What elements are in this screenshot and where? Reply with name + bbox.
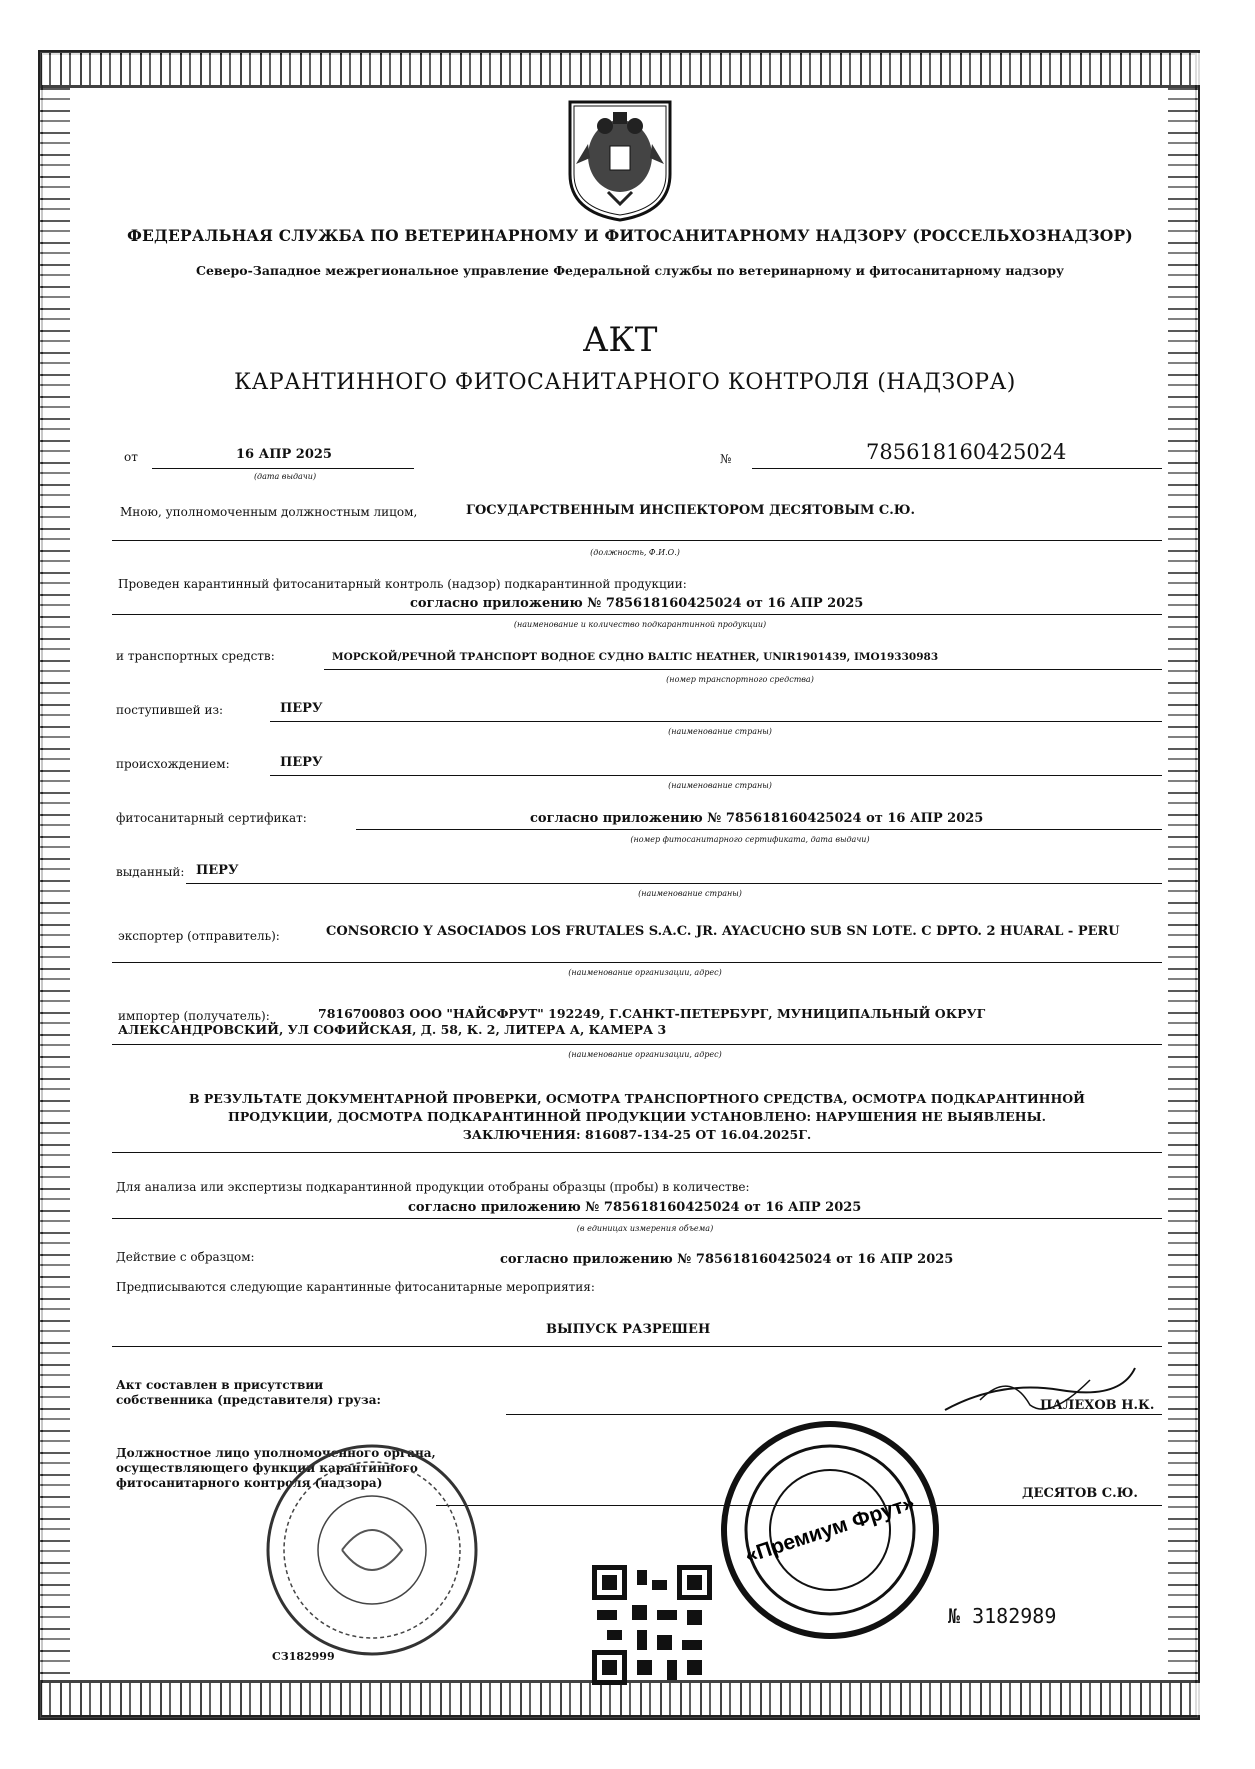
inspector-hint: (должность, Ф.И.О.) [590,548,680,557]
exporter-value: CONSORCIO Y ASOCIADOS LOS FRUTALES S.A.C. JR. AYACUCHO SUB SN LOTE. C DPTO. 2 HUARAL - PERU [326,924,1120,939]
number-label: № [720,452,732,466]
result-line-1: В РЕЗУЛЬТАТЕ ДОКУМЕНТАРНОЙ ПРОВЕРКИ, ОСМОТРА ТРАНСПОРТНОГО СРЕДСТВА, ОСМОТРА ПОДКАРАНТИННОЙ [188,1091,1085,1106]
document-title: АКТ [582,320,658,360]
company-stamp [720,1420,940,1640]
control-value: согласно приложению № 785618160425024 от 16 АПР 2025 [410,596,864,611]
exporter-hint: (наименование организации, адрес) [568,968,722,977]
right-ornament [1168,88,1198,1680]
cert-hint: (номер фитосанитарного сертификата, дата выдачи) [630,835,870,844]
sample-action-label: Действие с образцом: [116,1250,255,1264]
origin-hint: (наименование страны) [668,781,772,790]
transport-label: и транспортных средств: [116,649,275,663]
result-block [112,1090,1162,1144]
inspector-value: ГОСУДАРСТВЕННЫМ ИНСПЕКТОРОМ ДЕСЯТОВЫМ С.Ю. [466,503,916,518]
owner-label [116,1378,381,1408]
origin-label: происхождением: [116,757,230,771]
from-hint: (наименование страны) [668,727,772,736]
form-code-small: СЗ182999 [272,1650,335,1663]
qr-code [592,1565,712,1685]
official-label-line-3: фитосанитарного контроля (надзора) [116,1476,383,1490]
origin-value: ПЕРУ [280,755,323,770]
left-ornament [40,88,70,1680]
department-title: Северо-Западное межрегиональное управление Федеральной службы по ветеринарному и фитосанитарному надзору [196,263,1064,278]
measures-value: ВЫПУСК РАЗРЕШЕН [546,1322,711,1337]
owner-label-line-1: Акт составлен в присутствии [116,1378,324,1392]
cert-value: согласно приложению № 785618160425024 от 16 АПР 2025 [530,811,984,826]
act-date: 16 АПР 2025 [236,447,332,462]
samples-label: Для анализа или экспертизы подкарантинной продукции отобраны образцы (пробы) в количестве: [116,1180,750,1194]
official-label-line-1: Должностное лицо уполномоченного органа, [116,1446,436,1460]
owner-name: ПАЛЕХОВ Н.К. [1040,1398,1155,1413]
agency-title: ФЕДЕРАЛЬНАЯ СЛУЖБА ПО ВЕТЕРИНАРНОМУ И ФИТОСАНИТАРНОМУ НАДЗОРУ (РОССЕЛЬХОЗНАДЗОР) [127,226,1133,245]
transport-hint: (номер транспортного средства) [666,675,814,684]
sample-action-value: согласно приложению № 785618160425024 от 16 АПР 2025 [500,1252,954,1267]
exporter-label: экспортер (отправитель): [118,929,280,943]
document-subtitle: КАРАНТИННОГО ФИТОСАНИТАРНОГО КОНТРОЛЯ (НАДЗОРА) [234,370,1016,395]
control-hint: (наименование и количество подкарантинной продукции) [513,620,767,629]
result-line-2: ПРОДУКЦИИ, ДОСМОТРА ПОДКАРАНТИННОЙ ПРОДУКЦИИ УСТАНОВЛЕНО: НАРУШЕНИЯ НЕ ВЫЯВЛЕНЫ. [228,1109,1046,1124]
act-number: 785618160425024 [866,440,1067,464]
importer-label: импортер (получатель): [118,1009,270,1023]
top-ornament [40,50,1200,88]
control-label: Проведен карантинный фитосанитарный контроль (надзор) подкарантинной продукции: [118,577,687,591]
official-seal-stamp [262,1440,482,1660]
form-number: № 3182989 [948,1604,1057,1628]
importer-value: 7816700803 ООО "НАЙСФРУТ" 192249, Г.САНКТ-ПЕТЕРБУРГ, МУНИЦИПАЛЬНЫЙ ОКРУГ АЛЕКСАНДРОВСКИЙ, УЛ СОФИЙСКАЯ, Д. 58, К. 2, ЛИТЕРА А, КАМЕРА 3 [118,1006,986,1037]
bottom-ornament [40,1680,1200,1718]
issued-value: ПЕРУ [196,863,239,878]
date-from-label: от [124,450,138,464]
issued-hint: (наименование страны) [638,889,742,898]
official-label-line-2: осуществляющего функции карантинного [116,1461,418,1475]
company-stamp-text: «Премиум Фрут» [742,1491,918,1568]
result-line-3: ЗАКЛЮЧЕНИЯ: 816087-134-25 ОТ 16.04.2025Г. [462,1127,812,1142]
transport-value: МОРСКОЙ/РЕЧНОЙ ТРАНСПОРТ ВОДНОЕ СУДНО BALTIC HEATHER, UNIR1901439, IMO19330983 [332,651,939,663]
importer-hint: (наименование организации, адрес) [568,1050,722,1059]
samples-hint: (в единицах измерения объема) [576,1224,714,1233]
from-label: поступившей из: [116,703,224,717]
official-name: ДЕСЯТОВ С.Ю. [1022,1486,1138,1501]
samples-value: согласно приложению № 785618160425024 от 16 АПР 2025 [408,1200,862,1215]
measures-label: Предписываются следующие карантинные фитосанитарные мероприятия: [116,1280,595,1294]
coat-of-arms-icon [560,94,680,224]
cert-label: фитосанитарный сертификат: [116,811,307,825]
signature-mark [940,1360,1140,1420]
owner-label-line-2: собственника (представителя) груза: [116,1393,381,1407]
inspector-label: Мною, уполномоченным должностным лицом, [120,505,418,519]
issued-label: выданный: [116,865,185,879]
from-value: ПЕРУ [280,701,323,716]
date-hint: (дата выдачи) [253,472,317,481]
